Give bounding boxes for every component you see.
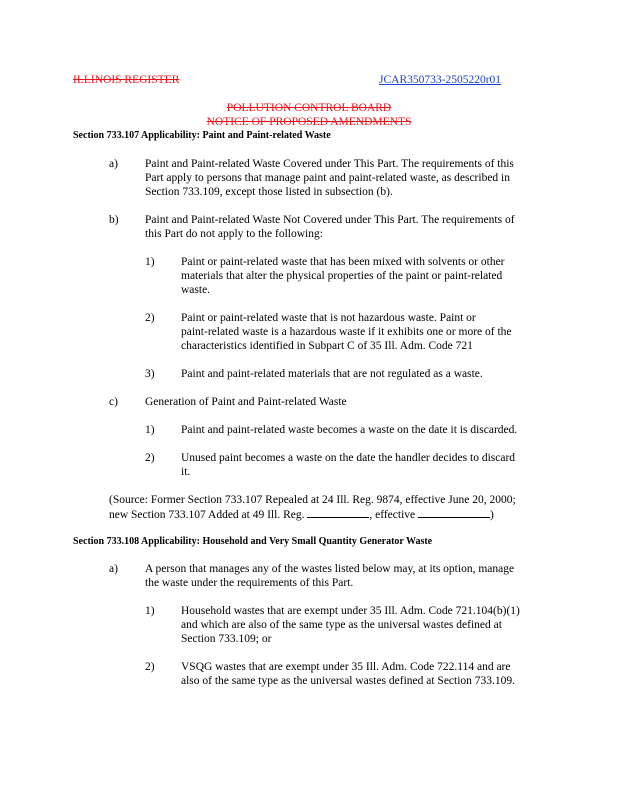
subsection-c-line: Generation of Paint and Paint-related Waste bbox=[145, 396, 347, 408]
notice-title: NOTICE OF PROPOSED AMENDMENTS bbox=[206, 116, 412, 128]
subsection-a-line: Part apply to persons that manage paint and paint-related waste, as described in bbox=[145, 172, 511, 184]
s108-item-2-label: 2) bbox=[145, 661, 155, 673]
subsection-b-label: b) bbox=[109, 214, 119, 226]
s108-item-2-line: also of the same type as the universal wastes defined at Section 733.109. bbox=[181, 675, 516, 687]
s108-subsection-a-label: a) bbox=[109, 563, 118, 575]
source-note-line: (Source: Former Section 733.107 Repealed at 24 Ill. Reg. 9874, effective June 20, 2000; bbox=[109, 494, 516, 506]
s108-subsection-a-line: A person that manages any of the wastes listed below may, at its option, manage bbox=[145, 563, 515, 575]
item-b1-line: waste. bbox=[181, 284, 211, 296]
item-c1-label: 1) bbox=[145, 424, 155, 436]
s108-item-1-line: Section 733.109; or bbox=[181, 633, 272, 645]
item-b3-label: 3) bbox=[145, 368, 155, 380]
s108-item-2-line: VSQG wastes that are exempt under 35 Ill. Adm. Code 722.114 and are bbox=[181, 661, 511, 673]
item-b3-line: Paint and paint-related materials that are not regulated as a waste. bbox=[181, 368, 483, 380]
board-name: POLLUTION CONTROL BOARD bbox=[226, 102, 392, 114]
item-b2-line: paint-related waste is a hazardous waste if it exhibits one or more of the bbox=[181, 326, 512, 338]
register-page-blank bbox=[307, 507, 369, 518]
subsection-a-line: Paint and Paint-related Waste Covered under This Part. The requirements of this bbox=[145, 158, 514, 170]
item-b2-line: characteristics identified in Subpart C of 35 Ill. Adm. Code 721 bbox=[181, 340, 473, 352]
item-c2-label: 2) bbox=[145, 452, 155, 464]
s108-item-1-label: 1) bbox=[145, 605, 155, 617]
item-b1-label: 1) bbox=[145, 256, 155, 268]
item-b1-line: Paint or paint-related waste that has been mixed with solvents or other bbox=[181, 256, 505, 268]
subsection-a-label: a) bbox=[109, 158, 118, 170]
item-b2-line: Paint or paint-related waste that is not hazardous waste. Paint or bbox=[181, 312, 476, 324]
effective-date-blank bbox=[418, 507, 490, 518]
register-name: ILLINOIS REGISTER bbox=[73, 74, 180, 86]
document-code-link[interactable]: JCAR350733-2505220r01 bbox=[379, 74, 502, 86]
subsection-a-line: Section 733.109, except those listed in subsection (b). bbox=[145, 186, 393, 198]
s108-item-1-line: and which are also of the same type as the universal wastes defined at bbox=[181, 619, 502, 631]
s108-item-1-line: Household wastes that are exempt under 35 Ill. Adm. Code 721.104(b)(1) bbox=[181, 605, 520, 617]
subsection-c-label: c) bbox=[109, 396, 118, 408]
item-b1-line: materials that alter the physical properties of the paint or paint-related bbox=[181, 270, 503, 282]
subsection-b-line: this Part do not apply to the following: bbox=[145, 228, 323, 240]
subsection-b-line: Paint and Paint-related Waste Not Covered under This Part. The requirements of bbox=[145, 214, 515, 226]
item-b2-label: 2) bbox=[145, 312, 155, 324]
source-note-suffix: ) bbox=[490, 509, 494, 521]
item-c1-line: Paint and paint-related waste becomes a waste on the date it is discarded. bbox=[181, 424, 518, 436]
source-note-line bbox=[109, 507, 494, 522]
section-733-108-heading: Section 733.108 Applicability: Household and Very Small Quantity Generator Waste bbox=[73, 536, 433, 547]
source-note-mid: , effective bbox=[369, 509, 418, 521]
s108-subsection-a-line: the waste under the requirements of this Part. bbox=[145, 577, 354, 589]
section-733-107-heading: Section 733.107 Applicability: Paint and Paint-related Waste bbox=[73, 130, 331, 141]
item-c2-line: Unused paint becomes a waste on the date the handler decides to discard bbox=[181, 452, 516, 464]
item-c2-line: it. bbox=[181, 466, 191, 478]
source-note-prefix: new Section 733.107 Added at 49 Ill. Reg. bbox=[109, 509, 308, 521]
